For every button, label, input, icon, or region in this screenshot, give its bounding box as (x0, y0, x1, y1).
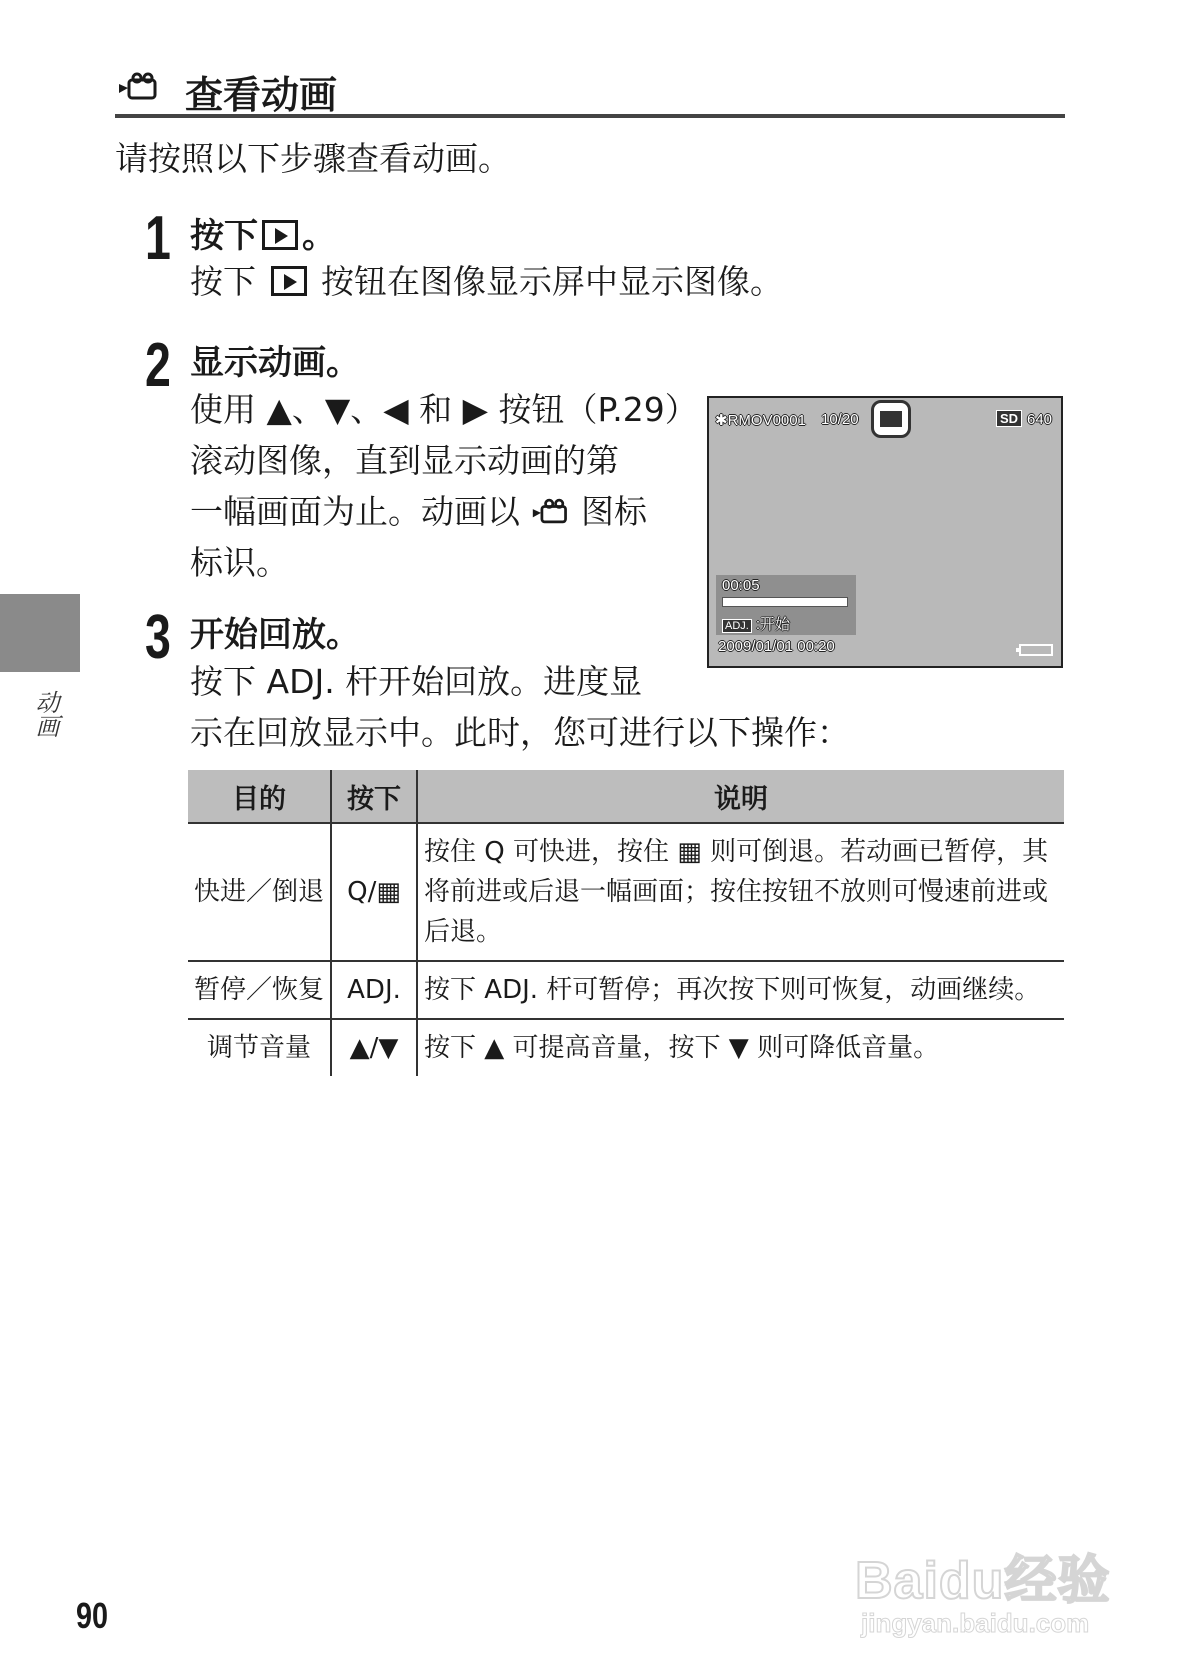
adj-badge: ADJ. (722, 619, 752, 633)
playback-icon (262, 220, 298, 250)
step-heading-tail: 。 (302, 216, 336, 256)
step-body-line: 滚动图像，直到显示动画的第 (190, 441, 619, 480)
table-cell-purpose: 调节音量 (188, 1019, 331, 1076)
page-number: 90 (76, 1595, 109, 1636)
movie-camera-icon (117, 72, 161, 102)
chapter-tab (0, 594, 80, 672)
step-body-line: 标识。 (190, 543, 289, 582)
screen-datetime: 2009/01/01 00:20 (718, 638, 835, 655)
movie-camera-icon (531, 496, 571, 526)
table-header: 按下 (331, 770, 417, 823)
table-cell-purpose: 暂停／恢复 (188, 961, 331, 1019)
step-body-line (190, 486, 700, 537)
table-header: 说明 (417, 770, 1064, 823)
table-row (188, 961, 1064, 1019)
screen-media-badge: SD (996, 410, 1022, 427)
table-row (188, 1019, 1064, 1076)
step-body-text: 按下 (190, 262, 256, 301)
playback-icon (271, 266, 307, 296)
watermark-url: jingyan.baidu.com (861, 1608, 1090, 1638)
watermark-logo (855, 1520, 1155, 1640)
screen-file-name-text: RMOV0001 (727, 412, 806, 429)
watermark-main: Baidu经验 (855, 1552, 1111, 1610)
screen-elapsed: 00:05 (722, 577, 760, 594)
table-header: 目的 (188, 770, 331, 823)
step-heading: 显示动画。 (190, 343, 360, 383)
step-heading (190, 208, 336, 257)
step-heading-text: 按下 (190, 216, 258, 256)
table-cell-desc: 按住 Q 可快进，按住 ▦ 则可倒退。若动画已暂停，其将前进或后退一幅画面；按住按钮不放则可慢速前进或后退。 (417, 823, 1064, 961)
step-body-line: 使用 ▲、▼、◀ 和 ▶ 按钮（P.29） (190, 390, 698, 429)
table-cell-key: ADJ. (331, 961, 417, 1019)
step-body (190, 256, 783, 307)
table-cell-purpose: 快进／倒退 (194, 877, 325, 907)
table-cell-desc: 按下 ADJ. 杆可暂停；再次按下则可恢复，动画继续。 (417, 961, 1064, 1019)
chapter-tab-label: 动画 (31, 690, 59, 738)
screen-progress-bar (722, 597, 848, 607)
screen-resolution: 640 (1027, 411, 1053, 428)
step-heading: 开始回放。 (190, 615, 360, 655)
battery-icon (1019, 644, 1053, 656)
step-body-text: 一幅画面为止。动画以 (190, 492, 520, 531)
table-header-row (188, 770, 1064, 823)
adj-action: :开始 (755, 616, 791, 633)
step-number: 2 (145, 331, 171, 400)
step-number: 1 (145, 204, 171, 273)
page-title: 查看动画 (185, 73, 338, 117)
table-row (188, 823, 1064, 961)
step-number: 3 (145, 603, 171, 672)
step-body (190, 656, 1070, 758)
intro-text: 请按照以下步骤查看动画。 (115, 139, 511, 178)
screen-adj-hint (722, 613, 790, 634)
screen-progress-panel (716, 575, 856, 635)
camera-screen-illustration (707, 396, 1063, 668)
screen-movie-mode-icon (871, 400, 911, 438)
step-body-text: 图标 (581, 492, 647, 531)
table-cell-desc: 按下 ▲ 可提高音量，按下 ▼ 则可降低音量。 (417, 1019, 1064, 1076)
step-body-text: 按钮在图像显示屏中显示图像。 (321, 262, 783, 301)
table-cell-key: Q/▦ (331, 823, 417, 961)
screen-counter: 10/20 (821, 411, 859, 428)
section-title (115, 62, 1065, 118)
step-body-line: 示在回放显示中。此时，您可进行以下操作： (190, 713, 850, 752)
screen-file-name: ✱RMOV0001 (715, 412, 806, 429)
table-cell-key: ▲/▼ (331, 1019, 417, 1076)
step-body (190, 384, 700, 588)
operations-table (188, 770, 1064, 1076)
step-body-line: 按下 ADJ. 杆开始回放。进度显 (190, 662, 643, 701)
